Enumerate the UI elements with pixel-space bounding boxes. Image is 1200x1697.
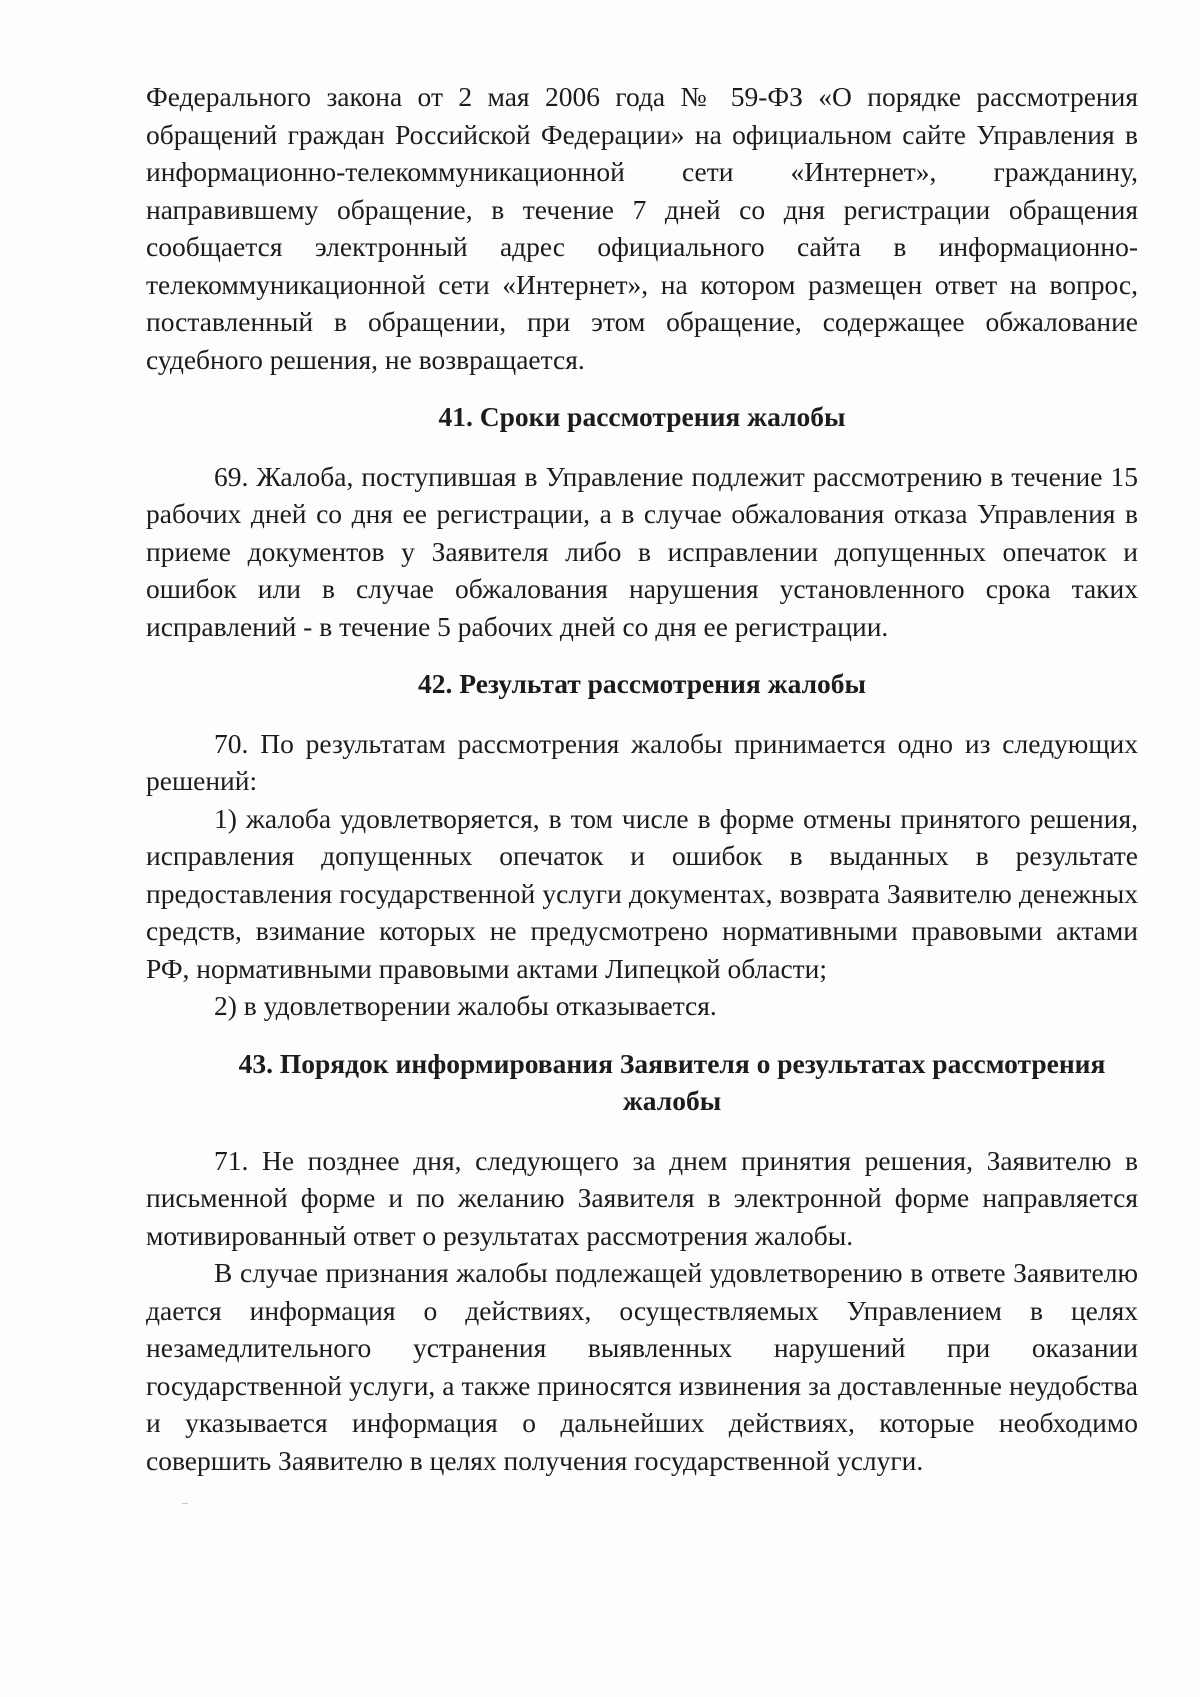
paragraph-71-continued: В случае признания жалобы подлежащей удовлетворению в ответе Заявителю дается информация о действиях, осуществляемых Управлением в целях незамедлительного устранения выявленных нарушений при оказании государственной услуги, а также приносятся извинения за доставленные неудобства и указывается информация о дальнейших действиях, которые необходимо совершить Заявителю в целях получения государственной услуги. [146, 1257, 1138, 1476]
document-body [146, 78, 1138, 1479]
scan-mark [182, 1503, 188, 1504]
section-heading-41: 41. Сроки рассмотрения жалобы [438, 401, 846, 432]
paragraph-70: 70. По результатам рассмотрения жалобы принимается одно из следующих решений: [146, 727, 1138, 796]
paragraph-71: 71. Не позднее дня, следующего за днем принятия решения, Заявителю в письменной форме и по желанию Заявителя в электронной форме направляется мотивированный ответ о результатах рассмотрения жалобы. [146, 1144, 1138, 1251]
list-item-2: 2) в удовлетворении жалобы отказывается. [214, 990, 717, 1021]
list-item-1: 1) жалоба удовлетворяется, в том числе в форме отмены принятого решения, исправления допущенных опечаток и ошибок в выданных в результате предоставления государственной услуги документах, возврата Заявителю денежных средств, взимание которых не предусмотрено нормативными правовыми актами РФ, нормативными правовыми актами Липецкой области; [146, 802, 1138, 984]
section-heading-42: 42. Результат рассмотрения жалобы [418, 668, 866, 699]
section-heading-43: 43. Порядок информирования Заявителя о результатах рассмотрения жалобы [238, 1047, 1106, 1116]
intro-paragraph: Федерального закона от 2 мая 2006 года № 59-ФЗ «О порядке рассмотрения обращений граждан Российской Федерации» на официальном сайте Управления в информационно-телекоммуникационной сети «Интернет», гражданину, направившему обращение, в течение 7 дней со дня регистрации обращения сообщается электронный адрес официального сайта в информационно-телекоммуникационной сети «Интернет», на котором размещен ответ на вопрос, поставленный в обращении, при этом обращение, содержащее обжалование судебного решения, не возвращается. [146, 81, 1138, 375]
paragraph-69: 69. Жалоба, поступившая в Управление подлежит рассмотрению в течение 15 рабочих дней со дня ее регистрации, а в случае обжалования отказа Управления в приеме документов у Заявителя либо в исправлении допущенных опечаток и ошибок или в случае обжалования нарушения установленного срока таких исправлений - в течение 5 рабочих дней со дня ее регистрации. [146, 460, 1138, 642]
